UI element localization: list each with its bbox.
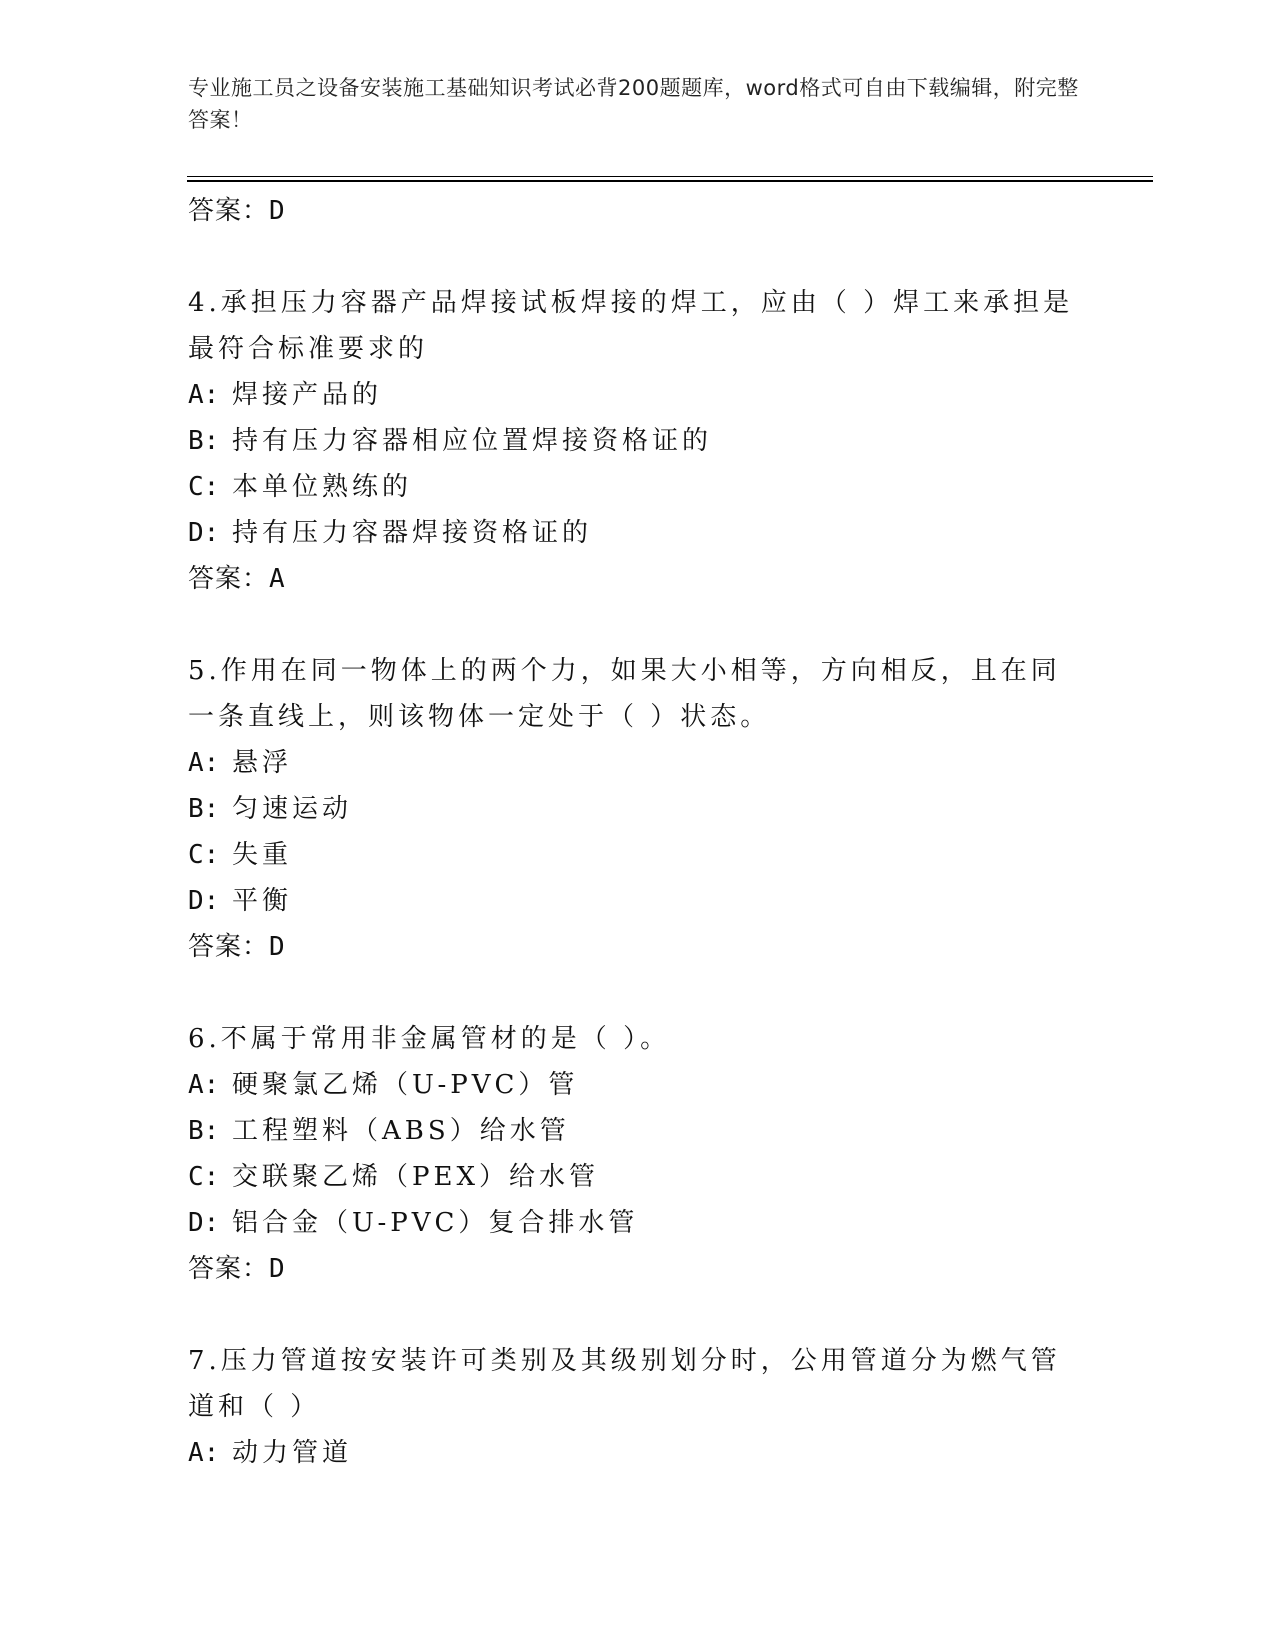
option-text: 工程塑料（ABS）给水管: [232, 1116, 570, 1146]
header-divider-thin: [187, 176, 1153, 177]
option-letter: C:: [188, 472, 220, 502]
answer-label: 答案：: [188, 932, 270, 962]
option-letter: A:: [188, 1070, 220, 1100]
answer-line: [188, 1246, 1108, 1292]
answer-value: D: [269, 932, 286, 962]
answer-label: 答案：: [188, 564, 270, 594]
option-d: [188, 1200, 1108, 1246]
spacer: [188, 970, 1108, 1016]
header-divider-thick: [187, 180, 1153, 182]
option-text: 焊接产品的: [232, 380, 383, 410]
option-text: 平衡: [232, 886, 293, 916]
option-letter: A:: [188, 1438, 220, 1468]
option-b: [188, 1108, 1108, 1154]
option-letter: B:: [188, 794, 220, 824]
option-text: 动力管道: [232, 1438, 353, 1468]
answer-value: D: [269, 1254, 286, 1284]
option-text: 交联聚乙烯（PEX）给水管: [232, 1162, 599, 1192]
option-c: [188, 464, 1108, 510]
option-letter: D:: [188, 886, 220, 916]
option-text: 本单位熟练的: [232, 472, 413, 502]
option-letter: C:: [188, 1162, 220, 1192]
option-a: [188, 740, 1108, 786]
option-d: [188, 510, 1108, 556]
option-text: 铝合金（U-PVC）复合排水管: [232, 1208, 639, 1238]
option-text: 失重: [232, 840, 293, 870]
answer-label: 答案：: [188, 1254, 270, 1284]
answer-line: [188, 188, 1108, 234]
option-letter: D:: [188, 1208, 220, 1238]
option-c: [188, 832, 1108, 878]
option-c: [188, 1154, 1108, 1200]
answer-value: A: [269, 564, 286, 594]
option-d: [188, 878, 1108, 924]
option-text: 匀速运动: [232, 794, 353, 824]
question-text: 4.承担压力容器产品焊接试板焊接的焊工，应由（ ）焊工来承担是最符合标准要求的: [188, 288, 1074, 364]
exam-content: [188, 188, 1108, 1476]
header-text: 专业施工员之设备安装施工基础知识考试必背200题题库，word格式可自由下载编辑，附完整答案！: [188, 76, 1079, 132]
option-b: [188, 786, 1108, 832]
option-text: 悬浮: [232, 748, 293, 778]
answer-value: D: [269, 196, 286, 226]
option-a: [188, 372, 1108, 418]
option-letter: C:: [188, 840, 220, 870]
option-text: 硬聚氯乙烯（U-PVC）管: [232, 1070, 579, 1100]
question-text: 5.作用在同一物体上的两个力，如果大小相等，方向相反，且在同一条直线上，则该物体一定处于（ ）状态。: [188, 656, 1061, 732]
page-header: [188, 72, 1088, 136]
option-letter: B:: [188, 426, 220, 456]
spacer: [188, 234, 1108, 280]
option-letter: B:: [188, 1116, 220, 1146]
answer-line: [188, 556, 1108, 602]
option-b: [188, 418, 1108, 464]
option-text: 持有压力容器焊接资格证的: [232, 518, 593, 548]
question-text: 6.不属于常用非金属管材的是（ ）。: [188, 1024, 671, 1054]
answer-label: 答案：: [188, 196, 270, 226]
option-a: [188, 1430, 1108, 1476]
answer-line: [188, 924, 1108, 970]
spacer: [188, 602, 1108, 648]
option-text: 持有压力容器相应位置焊接资格证的: [232, 426, 713, 456]
spacer: [188, 1292, 1108, 1338]
option-letter: A:: [188, 380, 220, 410]
option-letter: D:: [188, 518, 220, 548]
option-a: [188, 1062, 1108, 1108]
option-letter: A:: [188, 748, 220, 778]
question-text: 7.压力管道按安装许可类别及其级别划分时，公用管道分为燃气管道和（ ）: [188, 1346, 1061, 1422]
